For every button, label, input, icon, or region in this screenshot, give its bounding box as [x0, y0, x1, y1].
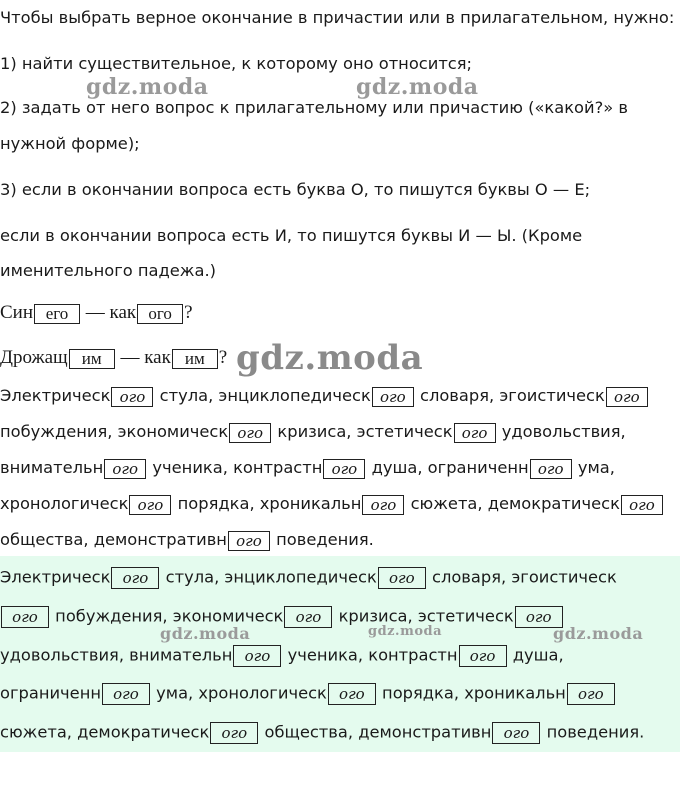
ending-box: ого	[621, 495, 663, 515]
ending-box: ого	[233, 645, 281, 667]
ending-box: ого	[284, 606, 332, 628]
ending-box: ого	[137, 304, 183, 324]
rule-1: 1) найти существительное, к которому оно относится;	[0, 54, 473, 73]
ending-box: ого	[530, 459, 572, 479]
ending-box: ого	[210, 722, 258, 744]
ending-box: ого	[229, 423, 271, 443]
p2-line-1: Электрическ ого стула, энциклопедическ ого словаря, эгоистическ	[0, 567, 617, 587]
ending-box: его	[34, 304, 80, 324]
ending-box: ого	[567, 683, 615, 705]
watermark: gdz.moda	[86, 74, 209, 100]
p1-line-5: общества, демонстративн ого поведения.	[0, 530, 374, 550]
ending-box: ого	[492, 722, 540, 744]
ending-box: ого	[459, 645, 507, 667]
example-2: Дрожащ им — как им ?	[0, 347, 228, 368]
example-1: Син его — как ого ?	[0, 302, 193, 323]
rule-4a: если в окончании вопроса есть И, то пишутся буквы И — Ы. (Кроме	[0, 226, 583, 245]
p1-line-4: хронологическ ого порядка, хроникальн ого сюжета, демократическ ого	[0, 494, 664, 515]
p1-line-3: внимательн ого ученика, контрастн ого душа, ограниченн ого ума,	[0, 458, 615, 478]
p2-line-2: ого побуждения, экономическ ого кризиса, эстетическ ого	[0, 606, 564, 628]
ending-box: ого	[606, 387, 648, 407]
p1-line-1: Электрическ ого стула, энциклопедическ ого словаря, эгоистическ ого	[0, 386, 649, 407]
ending-box: ого	[102, 683, 150, 705]
ending-box: ого	[378, 567, 426, 589]
rule-2b: нужной форме);	[0, 134, 140, 153]
watermark: gdz.moda	[553, 624, 644, 643]
rule-2a: 2) задать от него вопрос к прилагательному или причастию («какой?» в	[0, 98, 628, 117]
ending-box: ого	[104, 459, 146, 479]
ending-box: ого	[515, 606, 563, 628]
watermark: gdz.moda	[368, 624, 443, 639]
p2-line-3: удовольствия, внимательн ого ученика, контрастн ого душа,	[0, 645, 564, 665]
ending-box: им	[69, 349, 115, 369]
watermark: gdz.moda	[236, 338, 424, 378]
ending-box: ого	[362, 495, 404, 515]
rule-3: 3) если в окончании вопроса есть буква О, то пишутся буквы О — Е;	[0, 180, 591, 199]
ending-box: ого	[1, 606, 49, 628]
ending-box: ого	[228, 531, 270, 551]
ending-box: ого	[372, 387, 414, 407]
ending-box: ого	[323, 459, 365, 479]
p2-line-4: ограниченн ого ума, хронологическ ого порядка, хроникальн ого	[0, 683, 616, 705]
ending-box: ого	[129, 495, 171, 515]
p1-line-2: побуждения, экономическ ого кризиса, эстетическ ого удовольствия,	[0, 422, 626, 442]
p2-line-5: сюжета, демократическ ого общества, демонстративн ого поведения.	[0, 722, 645, 742]
ending-box: ого	[328, 683, 376, 705]
ending-box: ого	[111, 387, 153, 407]
ending-box: ого	[454, 423, 496, 443]
rule-4b: именительного падежа.)	[0, 261, 216, 280]
ending-box: ого	[111, 567, 159, 589]
watermark: gdz.moda	[356, 74, 479, 100]
watermark: gdz.moda	[160, 624, 251, 643]
ending-box: им	[172, 349, 218, 369]
intro-text: Чтобы выбрать верное окончание в причастии или в прилагательном, нужно:	[0, 8, 675, 27]
